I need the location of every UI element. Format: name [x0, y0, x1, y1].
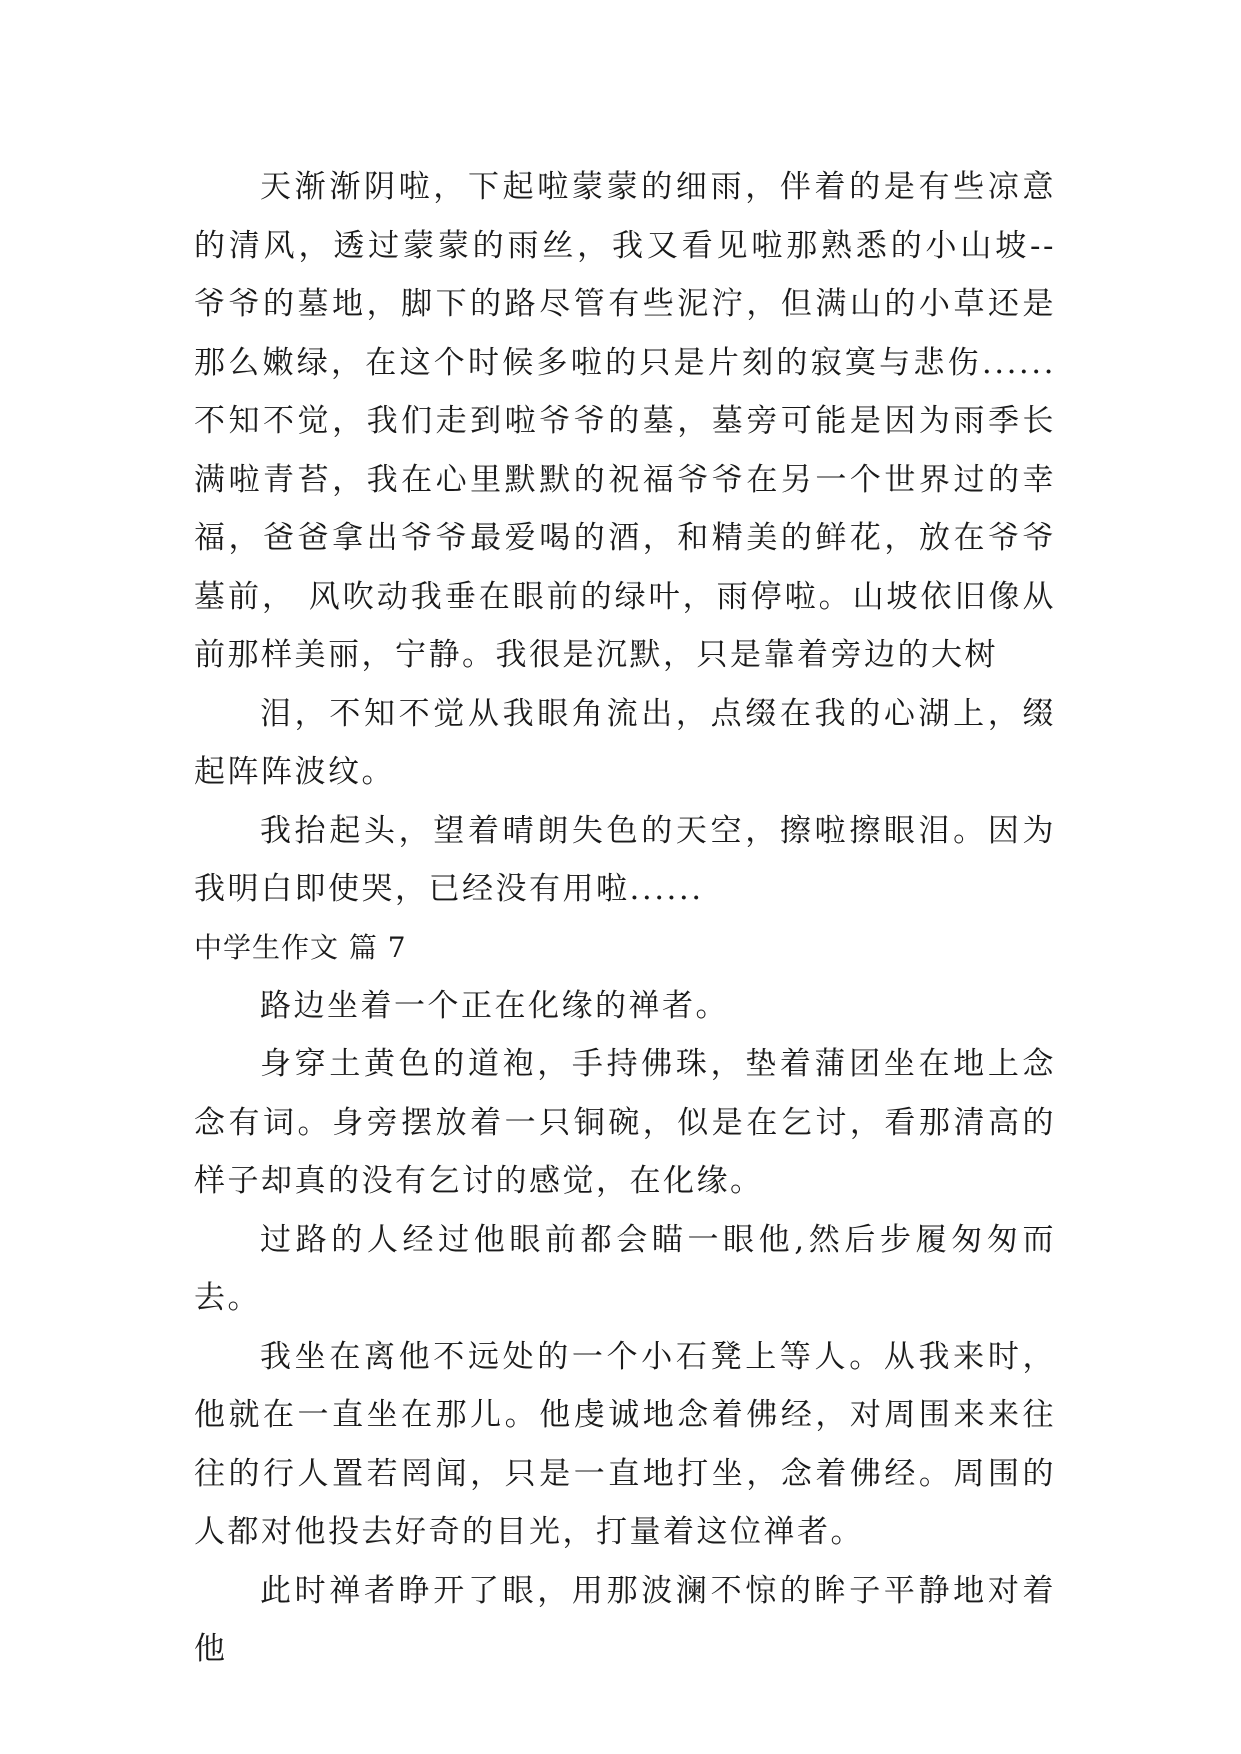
paragraph: 我抬起头，望着晴朗失色的天空，擦啦擦眼泪。因为我明白即使哭，已经没有用啦...... — [194, 812, 1056, 907]
paragraph: 天渐渐阴啦，下起啦蒙蒙的细雨，伴着的是有些凉意的清风，透过蒙蒙的雨丝，我又看见啦那熟悉的小山坡--爷爷的墓地，脚下的路尽管有些泥泞，但满山的小草还是那么嫩绿，在这个时候多啦的只是片刻的寂寞与悲伤......不知不觉，我们走到啦爷爷的墓，墓旁可能是因为雨季长满啦青苔，我在心里默默的祝福爷爷在另一个世界过的幸福，爸爸拿出爷爷最爱喝的酒，和精美的鲜花，放在爷爷墓前， 风吹动我垂在眼前的绿叶，雨停啦。山坡依旧像从前那样美丽，宁静。我很是沉默，只是靠着旁边的大树 — [194, 169, 1056, 673]
paragraph: 此时禅者睁开了眼，用那波澜不惊的眸子平静地对着他 — [194, 1572, 1056, 1667]
section-heading: 中学生作文 篇 7 — [194, 930, 407, 964]
paragraph: 路边坐着一个正在化缘的禅者。 — [260, 987, 729, 1024]
paragraph: 过路的人经过他眼前都会瞄一眼他,然后步履匆匆而去。 — [194, 1221, 1056, 1316]
paragraph: 泪，不知不觉从我眼角流出，点缀在我的心湖上，缀起阵阵波纹。 — [194, 695, 1056, 790]
paragraph: 身穿土黄色的道袍，手持佛珠，垫着蒲团坐在地上念念有词。身旁摆放着一只铜碗，似是在乞讨，看那清高的样子却真的没有乞讨的感觉，在化缘。 — [194, 1046, 1056, 1199]
document-page — [194, 158, 1056, 1679]
paragraph: 我坐在离他不远处的一个小石凳上等人。从我来时，他就在一直坐在那儿。他虔诚地念着佛经，对周围来来往往的行人置若罔闻，只是一直地打坐，念着佛经。周围的人都对他投去好奇的目光，打量着这位禅者。 — [194, 1338, 1056, 1550]
